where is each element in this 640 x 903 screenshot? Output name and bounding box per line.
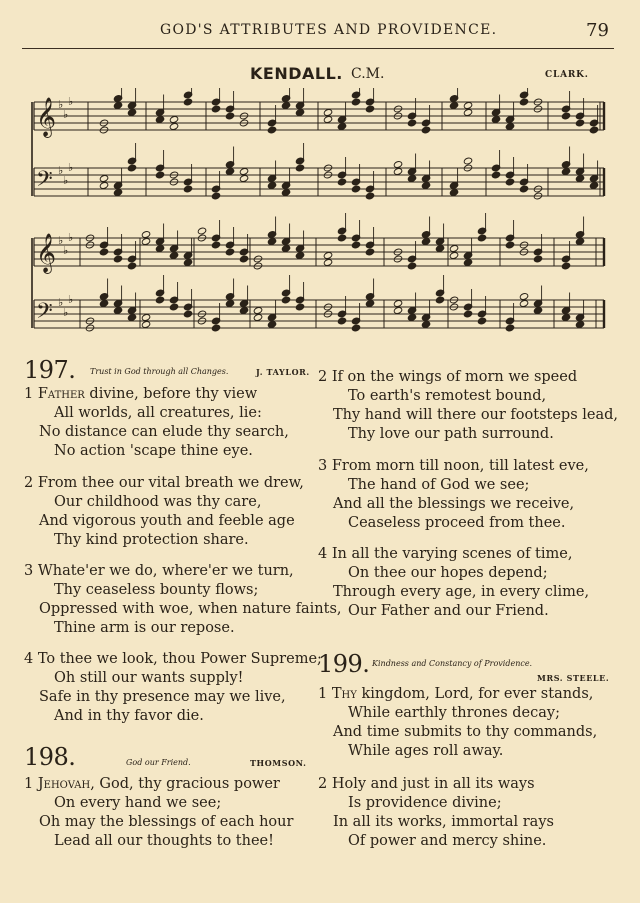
note-head bbox=[337, 234, 346, 242]
note-head bbox=[113, 102, 122, 110]
note-head bbox=[533, 255, 542, 263]
note-head bbox=[155, 245, 164, 253]
note-head bbox=[393, 300, 402, 308]
note-head bbox=[225, 168, 234, 176]
note-head bbox=[225, 248, 234, 256]
flat-sign: ♭ bbox=[68, 231, 74, 244]
verse-line: Thy hand will there our footsteps lead, bbox=[333, 407, 619, 423]
flat-sign: ♭ bbox=[63, 174, 69, 187]
note-head bbox=[197, 227, 206, 235]
music-score bbox=[28, 88, 614, 350]
verse-line: While earthly thrones decay; bbox=[348, 705, 560, 721]
verse-line: No action 'scape thine eye. bbox=[54, 443, 253, 459]
stanza bbox=[318, 458, 589, 531]
hymn-subtitle: God our Friend. bbox=[126, 758, 191, 767]
note-head bbox=[575, 321, 584, 329]
note-head bbox=[407, 175, 416, 183]
stanza bbox=[318, 546, 589, 619]
tune-name: KENDALL. bbox=[250, 64, 343, 83]
verse-line: Thy kind protection share. bbox=[54, 532, 249, 548]
note-head bbox=[393, 307, 402, 315]
verse-line: Ceaseless proceed from thee. bbox=[348, 515, 566, 531]
note-head bbox=[477, 317, 486, 325]
note-head bbox=[281, 245, 290, 253]
header-rule bbox=[22, 48, 614, 49]
note-head bbox=[183, 185, 192, 193]
tune-meter: C.M. bbox=[351, 66, 385, 82]
note-head bbox=[141, 314, 150, 322]
note-head bbox=[337, 317, 346, 325]
flat-sign: ♭ bbox=[58, 98, 64, 111]
note-head bbox=[295, 303, 304, 311]
verse-line: The hand of God we see; bbox=[348, 477, 530, 493]
flat-sign: ♭ bbox=[68, 95, 74, 108]
note-head bbox=[519, 185, 528, 193]
verse-line: On thee our hopes depend; bbox=[348, 565, 548, 581]
hymn-number: 198. bbox=[24, 743, 76, 771]
note-head bbox=[225, 300, 234, 308]
note-head bbox=[211, 192, 220, 200]
page-header bbox=[0, 20, 640, 44]
verse-line: And time submits to thy commands, bbox=[333, 724, 598, 740]
note-head bbox=[505, 241, 514, 249]
note-head bbox=[225, 112, 234, 120]
verse-line: 3 From morn till noon, till latest eve, bbox=[318, 458, 589, 474]
note-head bbox=[519, 98, 528, 106]
stanza bbox=[318, 776, 554, 849]
verse-line: In all its works, immortal rays bbox=[333, 814, 554, 830]
verse-line: Lead all our thoughts to thee! bbox=[54, 833, 274, 849]
note-head bbox=[99, 248, 108, 256]
note-head bbox=[505, 324, 514, 332]
verse-line: 2 If on the wings of morn we speed bbox=[318, 369, 578, 385]
note-head bbox=[323, 259, 332, 267]
note-head bbox=[323, 109, 332, 117]
note-head bbox=[295, 252, 304, 260]
note-head bbox=[155, 296, 164, 304]
verse-line: Thy ceaseless bounty flows; bbox=[54, 582, 259, 598]
verse-line: 2 From thee our vital breath we drew, bbox=[24, 475, 304, 491]
note-head bbox=[113, 255, 122, 263]
note-head bbox=[505, 178, 514, 186]
note-head bbox=[407, 314, 416, 322]
note-head bbox=[127, 109, 136, 117]
verse-line: 3 Whate'er we do, where'er we turn, bbox=[24, 563, 294, 579]
note-head bbox=[267, 238, 276, 246]
note-head bbox=[127, 314, 136, 322]
verse-line: Our childhood was thy care, bbox=[54, 494, 262, 510]
note-head bbox=[407, 262, 416, 270]
note-head bbox=[435, 296, 444, 304]
stanza bbox=[24, 386, 289, 459]
note-head bbox=[113, 307, 122, 315]
note-head bbox=[491, 116, 500, 124]
note-head bbox=[351, 324, 360, 332]
note-head bbox=[169, 252, 178, 260]
hymn-number: 199. bbox=[318, 650, 370, 678]
flat-sign: ♭ bbox=[68, 293, 74, 306]
note-head bbox=[281, 102, 290, 110]
note-head bbox=[435, 245, 444, 253]
note-head bbox=[239, 175, 248, 183]
note-head bbox=[239, 255, 248, 263]
flat-sign: ♭ bbox=[58, 234, 64, 247]
stanza bbox=[24, 563, 342, 636]
flat-sign: ♭ bbox=[58, 296, 64, 309]
note-head bbox=[267, 321, 276, 329]
flat-sign: ♭ bbox=[63, 306, 69, 319]
hymn-author: THOMSON. bbox=[250, 758, 307, 768]
note-head bbox=[421, 238, 430, 246]
verse-line: 4 To thee we look, thou Power Supreme; bbox=[24, 651, 322, 667]
stanza bbox=[24, 475, 304, 548]
flat-sign: ♭ bbox=[63, 244, 69, 257]
note-head bbox=[449, 189, 458, 197]
note-head bbox=[561, 314, 570, 322]
note-head bbox=[589, 182, 598, 190]
stanza bbox=[318, 686, 597, 759]
note-head bbox=[239, 168, 248, 176]
note-head bbox=[421, 126, 430, 134]
verse-line: Oh may the blessings of each hour bbox=[39, 814, 294, 830]
note-head bbox=[365, 192, 374, 200]
note-head bbox=[463, 259, 472, 267]
note-head bbox=[211, 241, 220, 249]
note-head bbox=[127, 164, 136, 172]
note-head bbox=[365, 105, 374, 113]
note-head bbox=[295, 109, 304, 117]
note-head bbox=[533, 307, 542, 315]
note-head bbox=[337, 178, 346, 186]
note-head bbox=[575, 119, 584, 127]
note-head bbox=[421, 182, 430, 190]
note-head bbox=[463, 310, 472, 318]
stanza bbox=[318, 369, 618, 442]
note-head bbox=[351, 241, 360, 249]
verse-line: Oppressed with woe, when nature faints, bbox=[39, 601, 342, 617]
verse-line: Oh still our wants supply! bbox=[54, 670, 244, 686]
note-head bbox=[169, 123, 178, 131]
note-head bbox=[155, 171, 164, 179]
verse-line: And in thy favor die. bbox=[54, 708, 204, 724]
hymn-author: J. TAYLOR. bbox=[256, 367, 310, 377]
verse-line: Thine arm is our repose. bbox=[54, 620, 235, 636]
note-head bbox=[491, 171, 500, 179]
note-head bbox=[351, 185, 360, 193]
verse-line: Thy love our path surround. bbox=[348, 426, 554, 442]
verse-line: Is providence divine; bbox=[348, 795, 502, 811]
verse-line: Of power and mercy shine. bbox=[348, 833, 547, 849]
note-head bbox=[463, 157, 472, 165]
note-head bbox=[99, 182, 108, 190]
note-head bbox=[99, 300, 108, 308]
note-head bbox=[575, 238, 584, 246]
treble-clef: 𝄞 bbox=[36, 97, 57, 137]
note-head bbox=[169, 303, 178, 311]
note-head bbox=[99, 175, 108, 183]
note-head bbox=[253, 307, 262, 315]
flat-sign: ♭ bbox=[63, 108, 69, 121]
running-title: GOD'S ATTRIBUTES AND PROVIDENCE. bbox=[160, 22, 498, 38]
note-head bbox=[281, 296, 290, 304]
note-head bbox=[407, 119, 416, 127]
note-head bbox=[183, 98, 192, 106]
bass-clef: 𝄢 bbox=[36, 167, 53, 197]
note-head bbox=[281, 189, 290, 197]
note-head bbox=[337, 123, 346, 131]
note-head bbox=[421, 321, 430, 329]
flat-sign: ♭ bbox=[68, 161, 74, 174]
note-head bbox=[393, 161, 402, 169]
note-head bbox=[141, 321, 150, 329]
flat-sign: ♭ bbox=[58, 164, 64, 177]
hymn-subtitle: Trust in God through all Changes. bbox=[90, 367, 229, 376]
verse-line: 1 Jehovah, God, thy gracious power bbox=[24, 776, 280, 792]
tune-composer: CLARK. bbox=[545, 70, 589, 80]
note-head bbox=[239, 307, 248, 315]
verse-line: No distance can elude thy search, bbox=[39, 424, 289, 440]
note-head bbox=[211, 105, 220, 113]
verse-line: Through every age, in every clime, bbox=[333, 584, 590, 600]
verse-line: And vigorous youth and feeble age bbox=[39, 513, 295, 529]
verse-line: All worlds, all creatures, lie: bbox=[54, 405, 262, 421]
verse-line: On every hand we see; bbox=[54, 795, 222, 811]
note-head bbox=[169, 116, 178, 124]
verse-line: And all the blessings we receive, bbox=[333, 496, 575, 512]
note-head bbox=[211, 324, 220, 332]
note-head bbox=[561, 168, 570, 176]
note-head bbox=[323, 252, 332, 260]
note-head bbox=[141, 231, 150, 239]
verse-line: 2 Holy and just in all its ways bbox=[318, 776, 535, 792]
note-head bbox=[477, 234, 486, 242]
note-head bbox=[365, 248, 374, 256]
note-head bbox=[295, 164, 304, 172]
note-head bbox=[183, 310, 192, 318]
note-head bbox=[449, 245, 458, 253]
verse-line: Safe in thy presence may we live, bbox=[39, 689, 286, 705]
note-head bbox=[365, 300, 374, 308]
note-head bbox=[449, 252, 458, 260]
note-head bbox=[141, 238, 150, 246]
note-head bbox=[183, 259, 192, 267]
note-head bbox=[575, 175, 584, 183]
note-head bbox=[323, 116, 332, 124]
verse-line: While ages roll away. bbox=[348, 743, 504, 759]
note-head bbox=[505, 123, 514, 131]
note-head bbox=[351, 98, 360, 106]
note-head bbox=[393, 168, 402, 176]
note-head bbox=[127, 262, 136, 270]
hymn-author: MRS. STEELE. bbox=[537, 673, 610, 683]
verse-line: 1 Father divine, before thy view bbox=[24, 386, 258, 402]
note-head bbox=[449, 102, 458, 110]
note-head bbox=[155, 116, 164, 124]
note-head bbox=[519, 293, 528, 301]
verse-line: 4 In all the varying scenes of time, bbox=[318, 546, 573, 562]
verse-line: To earth's remotest bound, bbox=[348, 388, 547, 404]
stanza bbox=[24, 776, 293, 849]
note-head bbox=[267, 126, 276, 134]
page-number: 79 bbox=[586, 20, 609, 41]
verse-line: Our Father and our Friend. bbox=[348, 603, 549, 619]
verse-line: 1 Thy kingdom, Lord, for ever stands, bbox=[318, 686, 594, 702]
note-head bbox=[267, 182, 276, 190]
note-head bbox=[253, 314, 262, 322]
note-head bbox=[561, 262, 570, 270]
note-head bbox=[589, 126, 598, 134]
treble-clef: 𝄞 bbox=[36, 233, 57, 273]
note-head bbox=[463, 109, 472, 117]
note-head bbox=[561, 112, 570, 120]
stanza bbox=[24, 651, 322, 724]
hymn-number: 197. bbox=[24, 356, 76, 384]
hymn-subtitle: Kindness and Constancy of Providence. bbox=[372, 659, 533, 668]
note-head bbox=[113, 189, 122, 197]
bass-clef: 𝄢 bbox=[36, 299, 53, 329]
note-head bbox=[519, 300, 528, 308]
note-head bbox=[463, 102, 472, 110]
